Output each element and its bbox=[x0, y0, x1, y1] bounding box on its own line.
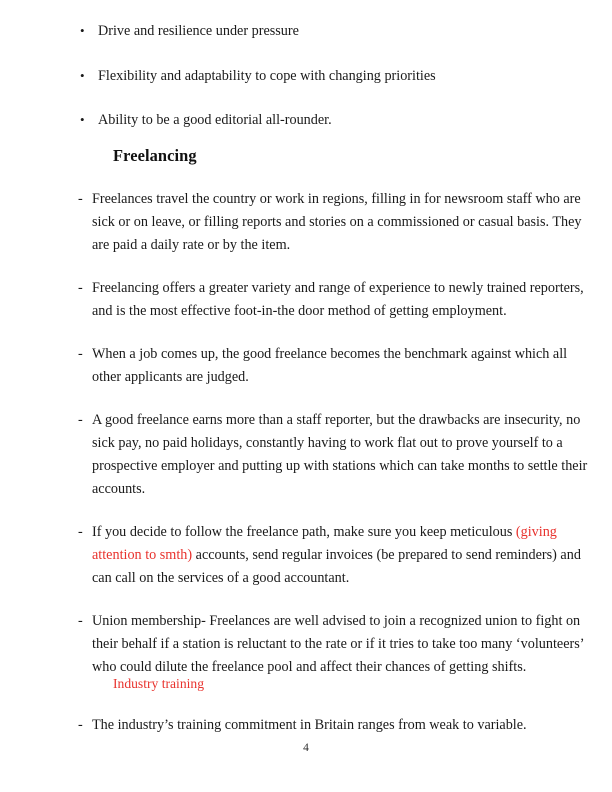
paragraph-lead-text: If you decide to follow the freelance path, make sure you keep meticulous bbox=[92, 524, 516, 540]
freelancing-dash-list bbox=[0, 188, 612, 699]
requirements-bullet-list bbox=[0, 20, 612, 154]
list-item: - Union membership- Freelances are well advised to join a recognized union to fight on their behalf if a station is reluctant to the rate or if it tries to take too many ‘volunteers’ who could dilute the freelance pool and affect their chances of getting shifts. bbox=[0, 610, 612, 679]
inline-annotation-text: (giving attention to smth) bbox=[92, 524, 557, 563]
list-item: • Flexibility and adaptability to cope with changing priorities bbox=[0, 65, 612, 88]
list-item: • Drive and resilience under pressure bbox=[0, 20, 612, 43]
list-item-with-annotation bbox=[0, 521, 612, 590]
section-heading-industry-training: Industry training bbox=[113, 676, 204, 691]
section-heading-freelancing: Freelancing bbox=[113, 146, 197, 165]
paragraph-tail-text: accounts, send regular invoices (be prepared to send reminders) and can call on the services of a good accountant. bbox=[92, 547, 581, 586]
list-item: - When a job comes up, the good freelance becomes the benchmark against which all other applicants are judged. bbox=[0, 343, 612, 389]
list-item: - Freelances travel the country or work in regions, filling in for newsroom staff who are sick or on leave, or filling reports and stories on a commissioned or casual basis. They are paid a daily rate or by the item. bbox=[0, 188, 612, 257]
list-item: • Ability to be a good editorial all-rounder. bbox=[0, 109, 612, 132]
list-item: - The industry’s training commitment in Britain ranges from weak to variable. bbox=[0, 714, 612, 737]
list-item: - A good freelance earns more than a staff reporter, but the drawbacks are insecurity, no sick pay, no paid holidays, constantly having to work flat out to prove yourself to a prospective employer and putting up with stations which can take months to settle their accounts. bbox=[0, 409, 612, 501]
page-number: 4 bbox=[303, 742, 309, 754]
list-item: - Freelancing offers a greater variety and range of experience to newly trained reporters, and is the most effective foot-in-the door method of getting employment. bbox=[0, 277, 612, 323]
